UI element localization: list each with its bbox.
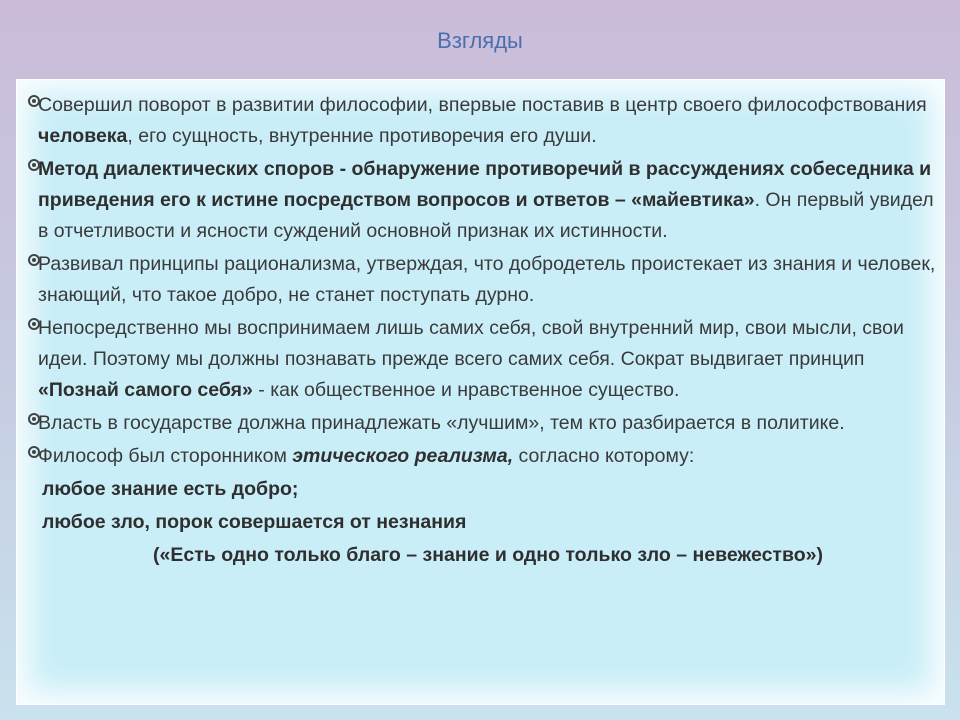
bullet-item: Метод диалектических споров - обнаружение противоречий в рассуждениях собеседника и приведения его к истине посредством вопросов и ответов – «майевтика». Он первый увидел в отчетливости и ясности суждений основной признак их истинности.: [38, 154, 938, 247]
rule-line-1: любое знание есть добро;: [42, 478, 299, 500]
bullet-item: Совершил поворот в развитии философии, впервые поставив в центр своего философствования человека, его сущность, внутренние противоречия его души.: [38, 90, 938, 152]
content-text: [38, 90, 938, 573]
bullet-icon: [28, 159, 40, 171]
slide-title: Взгляды: [437, 28, 523, 53]
bullet-icon: [28, 95, 40, 107]
quote-line: («Есть одно только благо – знание и одно только зло – невежество»): [153, 544, 823, 566]
bullet-icon: [28, 446, 40, 458]
bullet-item: Власть в государстве должна принадлежать «лучшим», тем кто разбирается в политике.: [38, 408, 938, 439]
bullet-item: Философ был сторонником этического реализма, согласно которому:: [38, 441, 938, 472]
bullet-icon: [28, 318, 40, 330]
rule-line-2: любое зло, порок совершается от незнания: [42, 511, 467, 533]
bullet-item: Непосредственно мы воспринимаем лишь самих себя, свой внутренний мир, свои мысли, свои идеи. Поэтому мы должны познавать прежде всего самих себя. Сократ выдвигает принцип «Познай самого себя» - как общественное и нравственное существо.: [38, 313, 938, 406]
bullet-icon: [28, 254, 40, 266]
bullet-icon: [28, 413, 40, 425]
bullet-item: Развивал принципы рационализма, утверждая, что добродетель проистекает из знания и человек, знающий, что такое добро, не станет поступать дурно.: [38, 249, 938, 311]
